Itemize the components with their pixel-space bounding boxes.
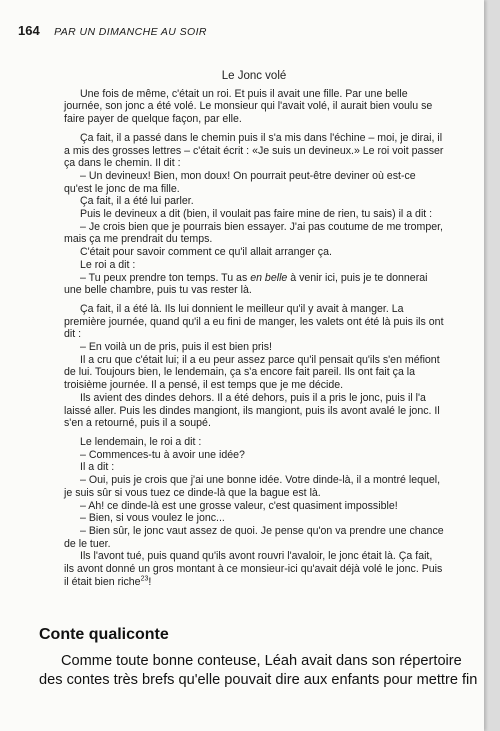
story-paragraph: – Commences-tu à avoir une idée? bbox=[80, 448, 245, 461]
text-run: – Tu peux prendre ton temps. Tu as bbox=[80, 271, 248, 284]
story-paragraph: Puis le devineux a dit (bien, il voulait pas faire mine de rien, tu sais) il a dit : bbox=[80, 208, 433, 221]
page-header bbox=[18, 22, 207, 40]
section-title: Conte qualiconte bbox=[39, 626, 169, 643]
story-paragraph: Il a cru que c'était lui; il a eu peur assez parce qu'il pensait qu'ils s'en méfiont de lui. Toujours bien, le lendemain, ça s'a encore fait pareil. Ils ont fait ça la troisième journée. Il a pensé, il est temps que je me décide. bbox=[64, 353, 440, 392]
story-block bbox=[64, 70, 444, 588]
story-paragraph: C'était pour savoir comment ce qu'il allait arranger ça. bbox=[80, 246, 332, 259]
story-paragraph: – En voilà un de pris, puis il est bien pris! bbox=[80, 341, 272, 354]
story-paragraph bbox=[64, 272, 444, 297]
story-paragraph: Ils avient des dindes dehors. Il a été dehors, puis il a pris le jonc, puis il l'a laissé aller. Puis les dindes mangiont, ils mangiont, puis ils avont avalé le jonc. Il s'en a retourné, puis il a soupé. bbox=[64, 391, 440, 430]
footnote-ref: 23 bbox=[140, 575, 149, 583]
story-paragraph: – Bien, si vous voulez le jonc... bbox=[80, 512, 225, 525]
story-paragraph: Une fois de même, c'était un roi. Et puis il avait une fille. Par une belle journée, son jonc a été volé. Le monsieur qui l'avait volé, il aurait bien voulu se faire payer de quelque façon, par elle. bbox=[64, 87, 433, 126]
story-paragraph: – Un devineux! Bien, mon doux! On pourrait peut-être deviner où est-ce qu'est le jonc de ma fille. bbox=[64, 169, 416, 195]
story-title: Le Jonc volé bbox=[221, 70, 287, 82]
section-paragraph: Comme toute bonne conteuse, Léah avait dans son répertoire des contes très brefs qu'elle pouvait dire aux enfants pour mettre fin bbox=[39, 653, 478, 688]
story-paragraph: Ça fait, il a passé dans le chemin puis il s'a mis dans l'échine – moi, je dirai, il a mis des grosses lettres – c'était écrit : «Je suis un devineux.» Le roi voit passer ça dans le chemin. Il dit : bbox=[64, 131, 444, 170]
text-run: à venir ici, puis je te donnerai une belle chambre, puis tu vas rester là. bbox=[64, 271, 428, 297]
italic-phrase: en belle bbox=[250, 271, 288, 284]
text-run: ! bbox=[148, 575, 152, 588]
section-block bbox=[39, 626, 479, 690]
story-paragraph: Ça fait, il a été lui parler. bbox=[80, 195, 194, 208]
story-paragraph: – Bien sûr, le jonc vaut assez de quoi. Je pense qu'on va prendre une chance de le tuer. bbox=[64, 524, 444, 550]
story-paragraph: Le roi a dit : bbox=[80, 258, 136, 271]
text-run: Ils l'avont tué, puis quand qu'ils avont rouvri l'avaloir, le jonc était là. Ça fait, ils avont donné un gros montant à ce monsieur-ici qu'avait déjà volé le jonc. Puis il était bien riche bbox=[64, 550, 443, 588]
story-paragraph: Le lendemain, le roi a dit : bbox=[80, 435, 202, 448]
story-paragraph: – Oui, puis je crois que j'ai une bonne idée. Votre dinde-là, il a montré lequel, je suis sûr si vous tuez ce dinde-là que la bague est là. bbox=[64, 474, 441, 499]
story-paragraph bbox=[64, 550, 444, 588]
story-paragraph: – Je crois bien que je pourrais bien essayer. J'ai pas coutume de me tromper, mais ça me prendrait du temps. bbox=[64, 220, 443, 246]
story-paragraph: Il a dit : bbox=[80, 461, 115, 474]
story-paragraph: – Ah! ce dinde-là est une grosse valeur, c'est quasiment impossible! bbox=[80, 499, 398, 512]
story-paragraph: Ça fait, il a été là. Ils lui donnient le meilleur qu'il y avait à manger. La première journée, quand qu'il a eu fini de manger, les valets ont été là puis ils ont dit : bbox=[64, 302, 444, 341]
running-title: PAR UN DIMANCHE AU SOIR bbox=[54, 26, 207, 38]
page-number: 164 bbox=[18, 23, 40, 38]
